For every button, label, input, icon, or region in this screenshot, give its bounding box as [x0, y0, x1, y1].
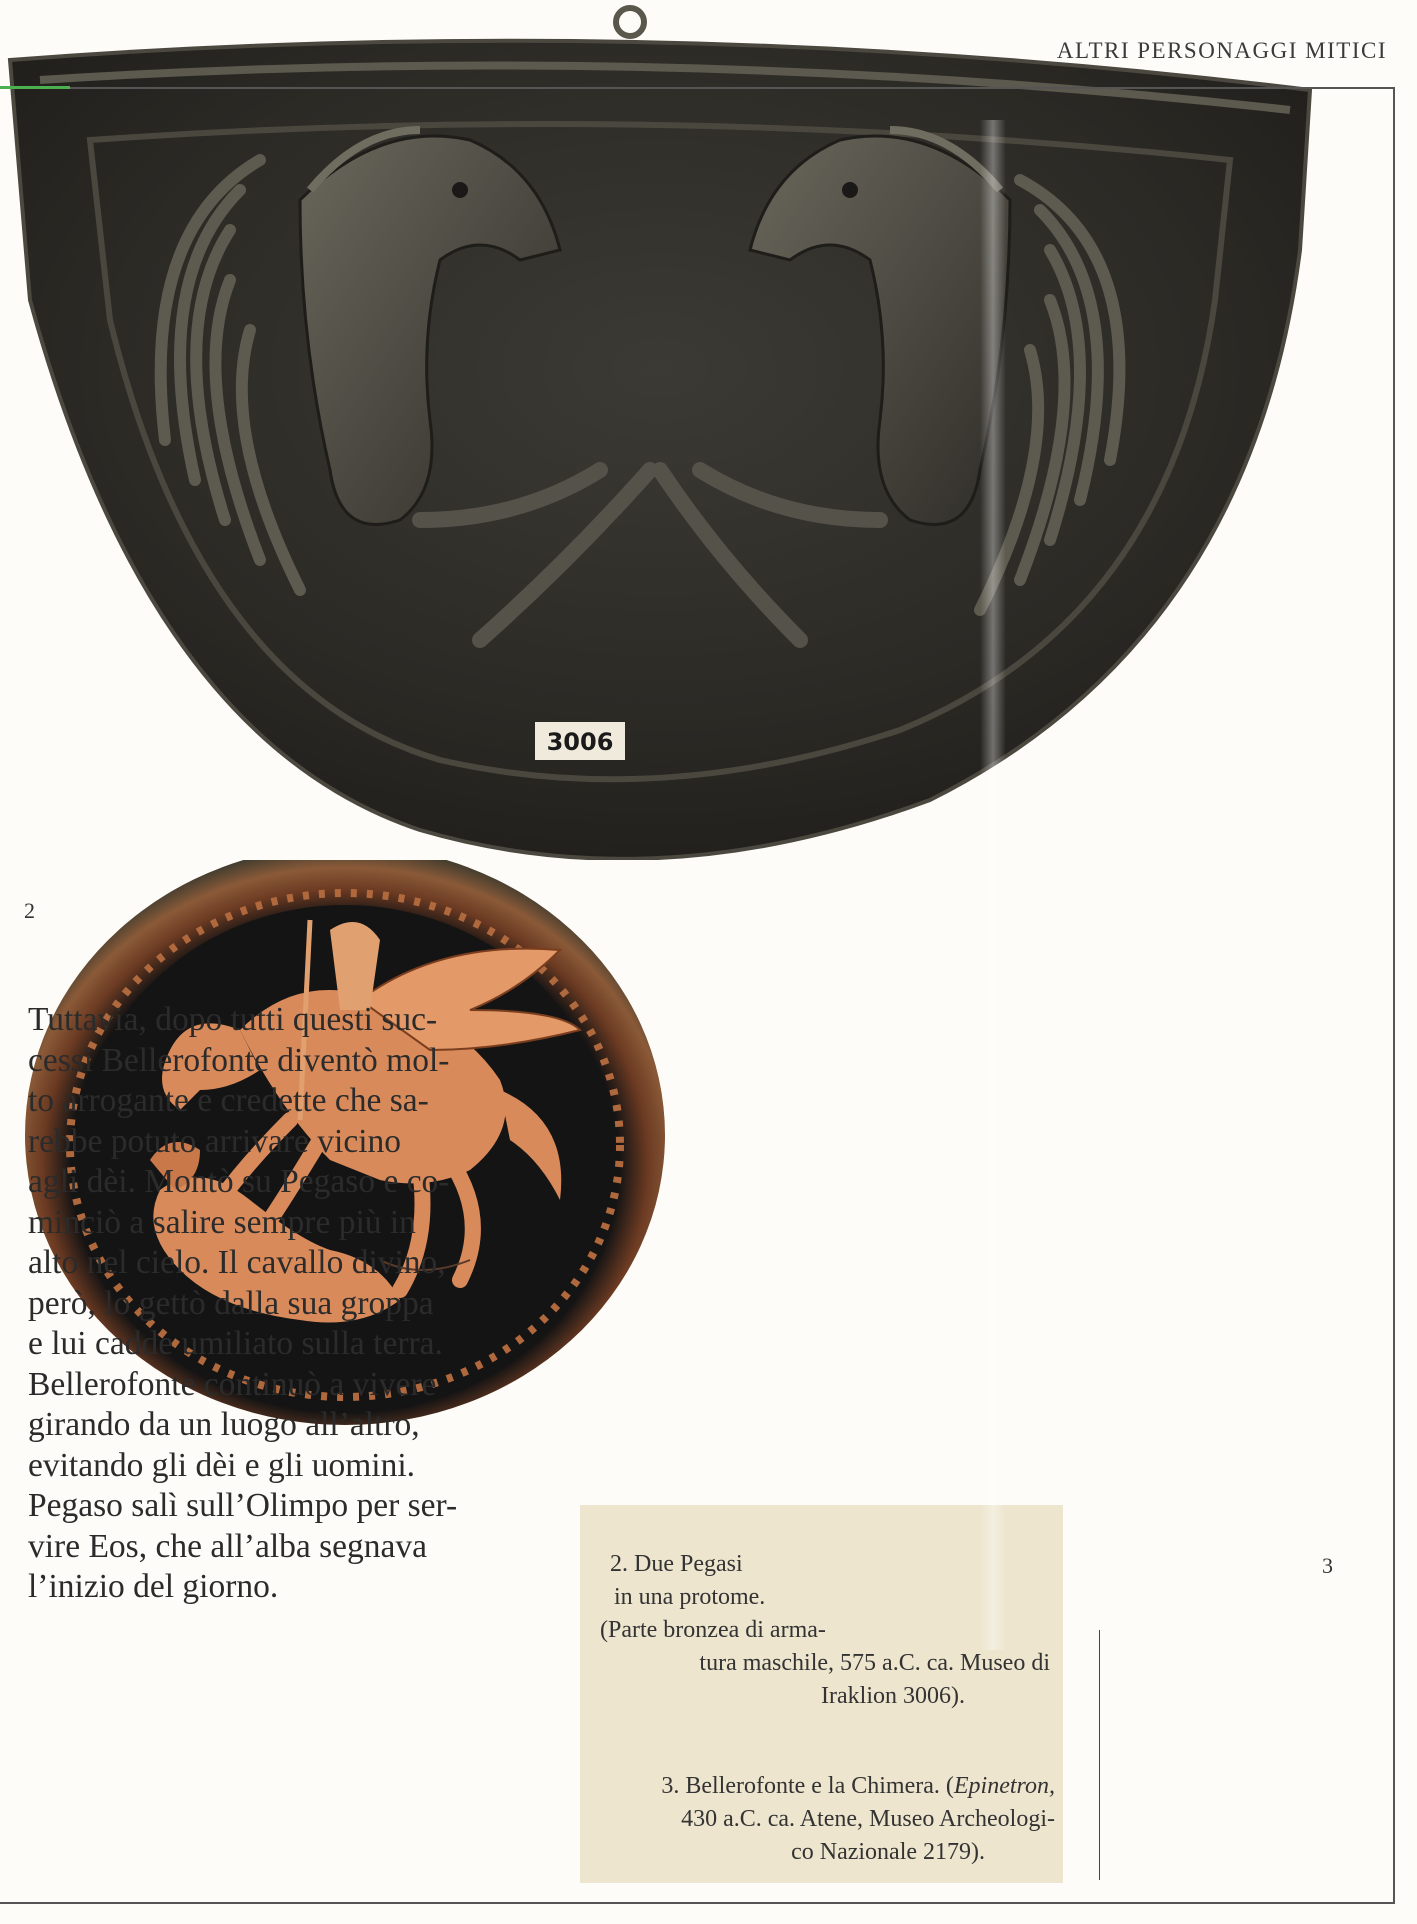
caption-2-line: 2. Due Pegasi — [610, 1551, 743, 1577]
body-line: Pegaso salì sull’Olimpo per ser- — [28, 1487, 458, 1524]
caption-3-prefix: 3. Bellerofonte e la Chimera. ( — [661, 1773, 954, 1799]
page-header-title: ALTRI PERSONAGGI MITICI — [1056, 38, 1387, 63]
body-line: Tuttavia, dopo tutti questi suc- — [28, 1001, 438, 1038]
body-line: agli dèi. Montò su Pegaso e co- — [28, 1163, 450, 1200]
figure-2-number: 2 — [24, 898, 35, 923]
frame-bottom-rule — [0, 1902, 1395, 1904]
caption-3-line: co Nazionale 2179). — [791, 1839, 985, 1865]
body-line: to arrogante e credette che sa- — [28, 1082, 429, 1119]
caption-2-line: in una protome. — [614, 1584, 766, 1610]
caption-figure-3 — [590, 1770, 1055, 1869]
figure-2-bronze-protome — [0, 0, 1320, 860]
caption-vertical-rule — [1099, 1630, 1100, 1880]
header-rule — [70, 87, 1395, 89]
body-line: Bellerofonte continuò a vivere — [28, 1365, 437, 1403]
body-line: e lui cadde umiliato sulla terra. — [28, 1325, 443, 1362]
body-line: l’inizio del giorno. — [28, 1568, 279, 1605]
caption-2-line: Iraklion 3006). — [821, 1683, 965, 1709]
body-line: evitando gli dèi e gli uomini. — [28, 1446, 416, 1484]
body-line: girando da un luogo all’altro, — [28, 1406, 420, 1443]
bronze-protome-image — [0, 0, 1320, 860]
body-line: alto nel cielo. Il cavallo divino, — [28, 1244, 446, 1281]
body-text — [28, 1000, 513, 1608]
caption-3-line — [590, 1770, 1055, 1803]
caption-2-line: (Parte bronzea di arma- — [600, 1617, 826, 1643]
caption-figure-2 — [600, 1548, 1050, 1713]
caption-2-line: tura maschile, 575 a.C. ca. Museo di — [699, 1650, 1050, 1676]
figure-3-number: 3 — [1322, 1553, 1333, 1578]
body-line: rebbe potuto arrivare vicino — [28, 1122, 401, 1160]
body-line: vire Eos, che all’alba segnava — [28, 1527, 428, 1565]
inventory-label: 3006 — [546, 728, 614, 756]
body-line: cessi Bellerofonte diventò mol- — [28, 1041, 450, 1079]
frame-right-rule — [1393, 87, 1395, 1902]
caption-3-italic: Epinetron, — [953, 1773, 1055, 1799]
body-line: però, lo gettò dalla sua groppa — [28, 1284, 434, 1322]
caption-3-line: 430 a.C. ca. Atene, Museo Archeologi- — [681, 1806, 1055, 1832]
header-accent-rule — [0, 86, 70, 89]
body-line: minciò a salire sempre più in — [28, 1203, 416, 1241]
